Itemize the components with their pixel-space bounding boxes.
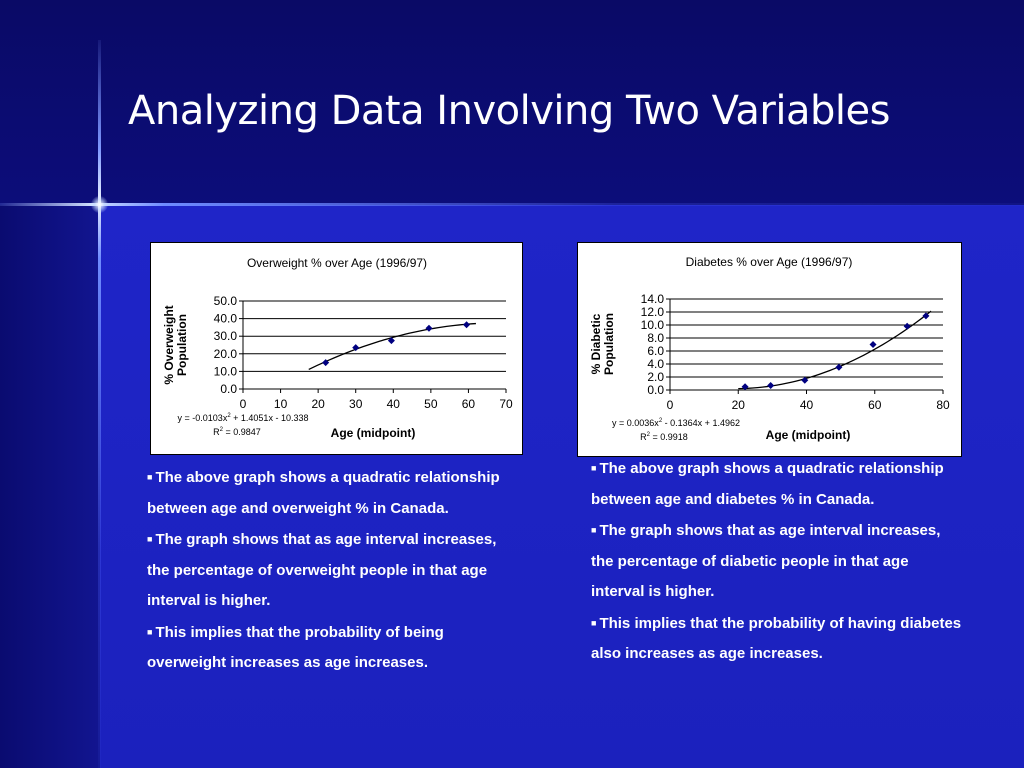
horizontal-accent-line (0, 203, 1024, 206)
bullet-icon: ■ (147, 472, 153, 482)
data-point (767, 382, 774, 389)
chart-title: Overweight % over Age (1996/97) (246, 256, 428, 270)
y-tick-label: 0.0 (647, 383, 664, 397)
x-tick-label: 80 (936, 398, 950, 412)
right-bullet-3 (591, 608, 963, 670)
y-tick-label: 8.0 (647, 331, 664, 345)
trendline-equation: $y = 0.0036x^2 - 0.1364x + 1.4962$ (612, 418, 740, 428)
right-bullet-2-text: The graph shows that as age interval increases, the percentage of diabetic people in that age interval is higher. (591, 522, 941, 600)
bullet-icon: ■ (147, 626, 153, 637)
trendline-equation: $y = -0.0103x^2 + 1.4051x - 10.338$ (177, 413, 309, 423)
y-tick-label: 6.0 (647, 344, 664, 358)
left-bullet-1 (147, 462, 517, 524)
trendline (309, 324, 476, 370)
x-tick-label: 70 (499, 397, 513, 411)
left-bullet-list (147, 462, 517, 679)
y-tick-label: 12.0 (640, 305, 664, 319)
y-tick-label: 2.0 (647, 370, 664, 384)
y-tick-label: 20.0 (213, 346, 237, 361)
x-tick-label: 0 (666, 398, 674, 412)
diabetes-chart-svg (578, 243, 961, 456)
x-tick-label: 0 (239, 397, 247, 411)
overweight-chart (150, 242, 523, 455)
bullet-icon: ■ (147, 534, 153, 544)
data-point (835, 364, 842, 371)
diabetes-chart (577, 242, 962, 457)
r-squared-label: $R^2 = 0.9847$ (213, 427, 261, 437)
y-tick-label: 10.0 (640, 318, 664, 332)
right-bullet-list (591, 453, 963, 670)
x-tick-label: 10 (273, 397, 288, 411)
left-bullet-2 (147, 524, 517, 617)
overweight-chart-svg (151, 243, 522, 454)
right-bullet-3-text: This implies that the probability of having diabetes also increases as age increases. (591, 614, 962, 662)
data-point (425, 325, 432, 332)
x-tick-label: 20 (311, 397, 325, 411)
sparkle-icon (91, 196, 108, 213)
y-tick-label: 40.0 (213, 311, 237, 326)
left-bullet-2-text: The graph shows that as age interval increases, the percentage of overweight people in that age interval is higher. (147, 531, 497, 609)
vertical-accent-line (98, 40, 101, 768)
left-bullet-1-text: The above graph shows a quadratic relationship between age and overweight % in Canada. (147, 469, 500, 517)
x-tick-label: 50 (424, 397, 438, 411)
bullet-icon: ■ (591, 617, 597, 628)
y-tick-label: 14.0 (640, 292, 664, 306)
data-point (870, 341, 877, 348)
x-axis-label: Age (midpoint) (765, 428, 851, 442)
data-point (904, 323, 911, 330)
y-axis-label: % DiabeticPopulation (589, 313, 616, 375)
right-bullet-1 (591, 453, 963, 515)
r-squared-label: $R^2 = 0.9918$ (640, 432, 688, 442)
x-tick-label: 40 (386, 397, 400, 411)
y-tick-label: 4.0 (647, 357, 664, 371)
left-band (0, 205, 100, 768)
x-tick-label: 60 (461, 397, 476, 411)
y-axis-label: % OverweightPopulation (162, 305, 189, 385)
x-tick-label: 30 (349, 397, 363, 411)
data-point (463, 321, 470, 328)
data-point (742, 383, 749, 390)
slide-title: Analyzing Data Involving Two Variables (128, 88, 890, 134)
y-tick-label: 0.0 (220, 382, 237, 396)
bullet-icon: ■ (591, 463, 597, 473)
x-tick-label: 60 (868, 398, 882, 412)
left-bullet-3 (147, 617, 517, 679)
bullet-icon: ■ (591, 525, 597, 535)
x-tick-label: 20 (731, 398, 745, 412)
left-bullet-3-text: This implies that the probability of being overweight increases as age increases. (147, 623, 444, 671)
y-tick-label: 30.0 (213, 329, 237, 344)
x-tick-label: 40 (799, 398, 814, 412)
y-tick-label: 50.0 (213, 294, 237, 308)
x-axis-label: Age (midpoint) (330, 426, 416, 440)
right-bullet-1-text: The above graph shows a quadratic relationship between age and diabetes % in Canada. (591, 460, 944, 508)
chart-title: Diabetes % over Age (1996/97) (685, 255, 853, 269)
right-bullet-2 (591, 515, 963, 608)
y-tick-label: 10.0 (213, 364, 237, 379)
